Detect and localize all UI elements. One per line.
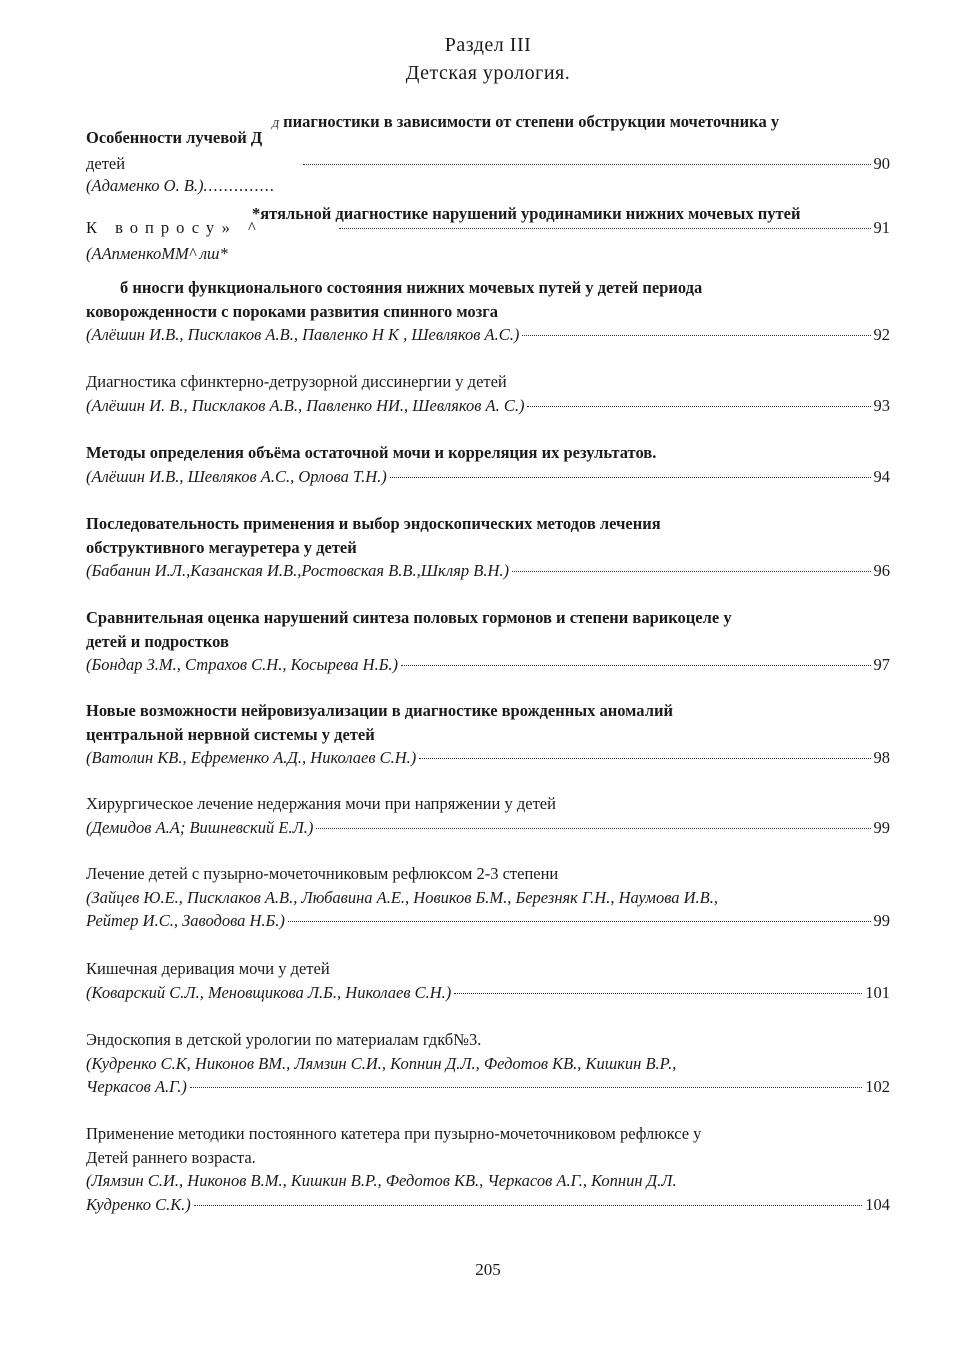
entry-title-line: Сравнительная оценка нарушений синтеза половых гормонов и степени варикоцеле у [86,608,732,627]
entry-title-fragment [272,112,779,132]
dot-leader [339,228,871,229]
entry-title-line: Применение методики постоянного катетера при пузырно-мочеточниковом рефлюксе у [86,1124,702,1143]
entry-authors: (Бабанин И.Л.,Казанская И.В.,Ростовская В.В.,Шкляр В.Н.) [86,561,509,580]
page-ref: 99 [873,911,890,930]
entry-title-lead: К вопросу» ^ [86,218,263,237]
dot-leader [390,477,871,478]
entry-authors-row [86,816,890,840]
dot-leader [419,758,870,759]
entry-title-line: Новые возможности нейровизуализации в диагностике врожденных аномалий [86,701,673,720]
page-ref: 93 [873,395,890,415]
entry-authors-row [86,653,890,677]
entry-authors: Черкасов А.Г.) [86,1077,187,1096]
entry-title-small-glyph: Д [272,118,279,130]
entry-authors-row [86,746,890,770]
toc-entry-12 [86,1122,890,1216]
entry-title-line: обструктивного мегауретера у детей [86,537,357,557]
entry-title-line: коворожденности с пороками развития спинного мозга [86,301,499,321]
page-ref: 94 [873,466,890,486]
entry-authors-row [86,394,890,418]
entry-authors: (Алёшин И.В., Писклаков А.В., Павленко Н К , Шевляков А.С.) [86,325,520,344]
entry-authors: (ААпменкоММ^ лш* [86,244,228,263]
page-ref: 90 [873,154,890,173]
entry-title-line: б нносги функционального состояния нижних мочевых путей у детей периода [120,278,703,297]
entry-authors-text: (Адаменко О. В.) [86,176,204,195]
entry-title-fragment: *ятяльной диагностике нарушений уродинамики нижних мочевых путей [252,204,801,223]
page-ref: 91 [873,218,890,237]
entry-authors-line: (Кудренко С.К, Никонов ВМ., Лямзин С.И., Копнин Д.Л., Федотов КВ., Кишкин В.Р., [86,1053,677,1073]
toc-entry-7 [86,699,890,770]
page-ref: 99 [873,817,890,837]
entry-authors-row [86,1193,890,1217]
entry-title-line: пиагностики в зависимости от степени обструкции мочеточника у [283,112,780,131]
entry-title-line: центральной нервной системы у детей [86,724,375,744]
entry-title-line: Диагностика сфинктерно-детрузорной диссинергии у детей [86,372,507,391]
dot-leader [303,164,871,165]
entry-authors: (Ватолин КВ., Ефременко А.Д., Николаев С.Н.) [86,748,417,767]
entry-title-lead: Особенности лучевой Д [86,128,263,147]
entry-authors-row [86,323,890,347]
entry-authors: Рейтер И.С., Заводова Н.Б.) [86,911,285,930]
entry-authors [86,176,275,196]
author-dots: .............. [203,176,276,195]
entry-authors: (Демидов А.А; Вишневский Е.Л.) [86,817,314,837]
toc-entry-3 [86,370,890,417]
entry-authors: (Бондар З.М., Страхов С.Н., Косырева Н.Б.) [86,655,399,674]
dot-leader [316,828,870,829]
entry-title-line: Детей раннего возраста. [86,1147,256,1167]
entry-authors-row [86,981,890,1005]
entry-authors: Кудренко С.К.) [86,1194,191,1214]
dot-leader [288,921,871,922]
page-number: 205 [475,1260,501,1279]
page-ref: 96 [873,561,890,580]
entry-title-line: Эндоскопия в детской урологии по материалам гдкб№3. [86,1030,482,1049]
page-ref: 92 [873,325,890,344]
entry-title-line: детей и подростков [86,631,229,651]
toc-entry-2 [86,276,890,347]
dot-leader [512,571,871,572]
dot-leader [527,406,870,407]
page-ref: 101 [865,982,890,1002]
toc-entry-5 [86,512,890,583]
toc-entry-11 [86,1028,890,1099]
dot-leader [522,335,870,336]
dot-leader [454,993,862,994]
entry-authors-row [86,465,890,489]
page-ref: 104 [865,1194,890,1214]
dot-leader [190,1087,862,1088]
entry-title-line: Хирургическое лечение недержания мочи при напряжении у детей [86,794,556,813]
toc-entry-8 [86,792,890,839]
entry-title-continuation [86,154,890,174]
page-ref: 98 [873,748,890,767]
entry-authors: (Алёшин И.В., Шевляков А.С., Орлова Т.Н.) [86,466,387,486]
entry-authors-line: (Зайцев Ю.Е., Писклаков А.В., Любавина А.Е., Новиков Б.М., Березняк Г.Н., Наумова И.В., [86,887,719,907]
entry-title-row [86,218,890,238]
entry-authors-row [86,909,890,933]
section-subtitle: Детская урология. [405,62,571,84]
section-title: Раздел III [444,34,532,56]
entry-authors-row [86,1075,890,1099]
page-ref: 102 [865,1077,890,1096]
toc-entry-4 [86,441,890,488]
entry-title-line: Лечение детей с пузырно-мочеточниковым рефлюксом 2-3 степени [86,864,559,883]
entry-title-line: Последовательность применения и выбор эндоскопических методов лечения [86,514,661,533]
entry-authors: (Коварский С.Л., Меновщикова Л.Б., Николаев С.Н.) [86,982,452,1002]
toc-entry-10 [86,957,890,1004]
entry-authors-row [86,559,890,583]
page-ref: 97 [873,655,890,674]
toc-entry-6 [86,606,890,677]
dot-leader [401,665,870,666]
entry-authors-line: (Лямзин С.И., Никонов В.М., Кишкин В.Р., Федотов КВ., Черкасов А.Г., Копнин Д.Л. [86,1171,677,1190]
entry-title-word: детей [86,154,126,173]
dot-leader [194,1205,862,1206]
entry-title-line: Кишечная деривация мочи у детей [86,959,330,978]
entry-title-line: Методы определения объёма остаточной мочи и корреляция их результатов. [86,443,657,462]
toc-entry-9 [86,862,890,933]
entry-authors: (Алёшин И. В., Писклаков А.В., Павленко НИ., Шевляков А. С.) [86,395,525,415]
